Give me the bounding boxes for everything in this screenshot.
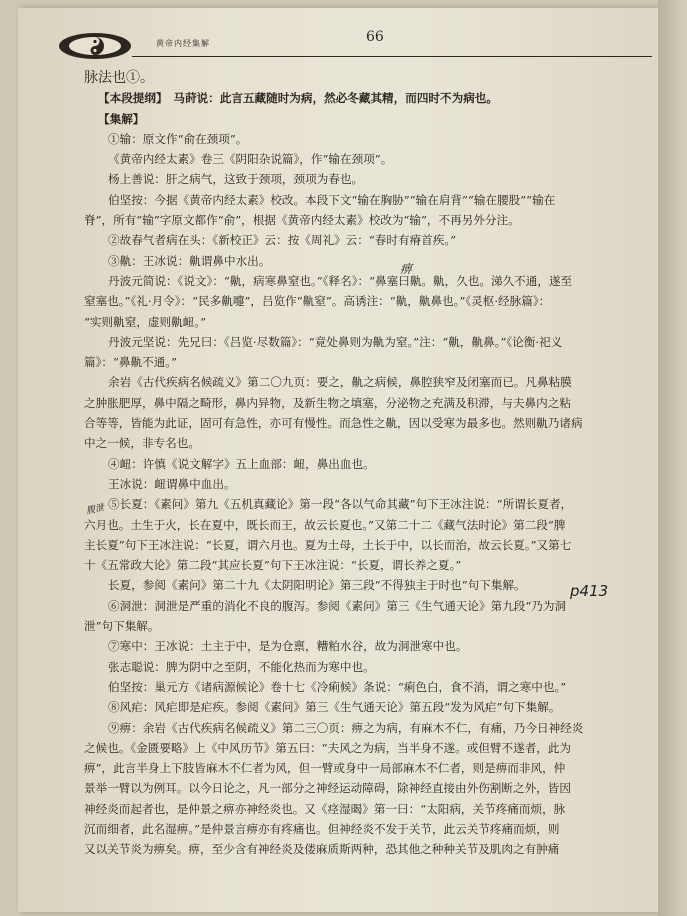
text-line: 主长夏”句下王冰注说：“长夏，谓六月也。夏为土母，土长于中，以长而治，故云长夏。”又第七 — [84, 537, 572, 552]
handwritten-page-ref: p413 — [570, 582, 609, 600]
text-line: “实则鼽窒，虚则鼽衄。” — [84, 314, 206, 329]
text-line: ④衄：许慎《说文解字》五上血部：衄，鼻出血也。 — [108, 456, 375, 471]
text-line: 脉法也①。 — [84, 70, 154, 86]
text-line: 丹波元坚说：先兄曰：《吕览·尽数篇》：“竟处鼻则为鼽为窒。”注：“鼽，鼽鼻。”《论衡·祀义 — [108, 334, 563, 349]
text-line: 沉而细者，此名湿痹。”是仲景言痹亦有疼痛也。但神经炎不发于关节，此云关节疼痛而烦，则 — [84, 821, 560, 836]
text-line: 《黄帝内经太素》卷三《阴阳杂说篇》，作“输在颈项”。 — [108, 152, 393, 167]
header-rule — [132, 56, 652, 57]
text-line: 王冰说：衄谓鼻中血出。 — [108, 476, 236, 491]
text-line: 中之一候，非专名也。 — [84, 436, 200, 451]
text-line: 又以关节炎为痹矣。痹，至少含有神经炎及偻麻质斯两种，恐其他之种种关节及肌肉之有肿痛 — [84, 842, 560, 857]
text-line: 神经炎而起者也，是仲景之痹亦神经炎也。又《痉湿暍》第一曰：“太阳病，关节疼痛而烦，脉 — [84, 801, 566, 816]
text-line: 之肿胀肥厚，鼻中隔之畸形，鼻内异物，及新生物之填塞，分泌物之充满及积滞，与夫鼻内之粘 — [84, 395, 571, 410]
text-line: ⑤长夏：《素问》第九《五机真藏论》第一段“各以气命其藏”句下王冰注说：“所谓长夏者， — [108, 497, 573, 512]
text-line: 泄”句下集解。 — [84, 619, 160, 634]
text-line: 长夏，参阅《素问》第二十九《太阴阳明论》第三段“不得独主于时也”句下集解。 — [108, 578, 526, 593]
book-page — [18, 8, 658, 912]
next-page-edge — [658, 0, 687, 916]
text-line: 痹”，此言半身上下肢皆麻木不仁者为风，但一臂或身中一局部麻木不仁者，则是痹而非风，仲 — [84, 761, 566, 776]
text-line: ①输：原文作“俞在颈项”。 — [108, 131, 248, 146]
text-line: 十《五常政大论》第二段“其应长夏”句下王冰注说：“长夏，谓长养之夏。” — [84, 558, 462, 573]
yin-yang-logo-icon — [58, 32, 132, 60]
page-header — [58, 26, 658, 66]
handwritten-note-top: 痹 — [400, 262, 413, 276]
text-line: 景举一臂以为例耳。以今日论之，凡一部分之神经运动障碍，除神经直接由外伤割断之外，皆因 — [84, 781, 571, 796]
text-line: 张志聪说：脾为阴中之至阴，不能化热而为寒中也。 — [108, 659, 375, 674]
text-line: 篇》：“鼻鼽不通。” — [84, 355, 178, 370]
text-line: 六月也。土生于火，长在夏中，既长而王，故云长夏也。”又第二十二《藏气法时论》第二段“脾 — [84, 517, 566, 532]
series-title: 黄帝内经集解 — [156, 39, 210, 48]
text-line: 杨上善说：肝之病气，这致于颈项，颈项为春也。 — [108, 172, 364, 187]
text-line: ⑧风疟：风疟即是疟疾。参阅《素问》第三《生气通天论》第五段“发为风疟”句下集解。 — [108, 700, 561, 715]
text-line: 之候也。《金匮要略》上《中风历节》第五曰：“夫风之为病，当半身不遂。或但臂不遂者，此为 — [84, 740, 572, 755]
text-line: 伯坚按：巢元方《诸病源候论》卷十七《冷痢候》条说：“痢色白，食不消，谓之寒中也。” — [108, 679, 567, 694]
text-line: 窒塞也。”《礼·月令》：“民多鼽嚏”，吕览作“鼽窒”。高诱注：“鼽，鼽鼻也。”《灵枢·经脉篇》： — [84, 294, 551, 309]
text-line: ②故春气者病在头：《新校正》云：按《周礼》云：“春时有瘠首疾。” — [108, 233, 457, 248]
text-line: 丹波元简说：《说文》：“鼽，病寒鼻窒也。”《释名》：“鼻塞曰鼽。鼽，久也。涕久不通，遂至 — [108, 273, 573, 288]
text-line: 合等等，皆能为此证，固可有急性，亦可有慢性。而急性之鼽，因以受寒为最多也。然则鼽乃诸病 — [84, 416, 583, 431]
text-line: ⑨痹：余岩《古代疾病名候疏义》第二三〇页：痹之为病，有麻木不仁，有痛，乃今日神经炎 — [108, 720, 584, 735]
text-line: ③鼽：王冰说：鼽谓鼻中水出。 — [108, 253, 271, 268]
handwritten-note-left: 腹泄 — [85, 503, 106, 517]
text-line: 【本段提纲】 马莳说：此言五藏随时为病，然必冬藏其精，而四时不为病也。 — [98, 91, 498, 106]
page-body — [84, 68, 652, 860]
text-line: 脊”，所有“输”字原文都作“俞”，根据《黄帝内经太素》校改为“输”，不再另外分注。 — [84, 213, 520, 228]
text-line: 余岩《古代疾病名候疏义》第二〇九页：要之，鼽之病候，鼻腔狭窄及闭塞而已。凡鼻粘膜 — [108, 375, 572, 390]
text-line: 【集解】 — [98, 111, 145, 126]
text-line: 伯坚按：今据《黄帝内经太素》校改。本段下文“输在胸胁”“输在肩背”“输在腰股”“输在 — [108, 192, 556, 207]
page-number: 66 — [366, 29, 384, 45]
text-line: ⑦寒中：王冰说：土主于中，是为仓禀，糟粕水谷，故为洞泄寒中也。 — [108, 639, 468, 654]
text-line: ⑥洞泄：洞泄是严重的消化不良的腹泻。参阅《素问》第三《生气通天论》第九段“乃为洞 — [108, 598, 567, 613]
